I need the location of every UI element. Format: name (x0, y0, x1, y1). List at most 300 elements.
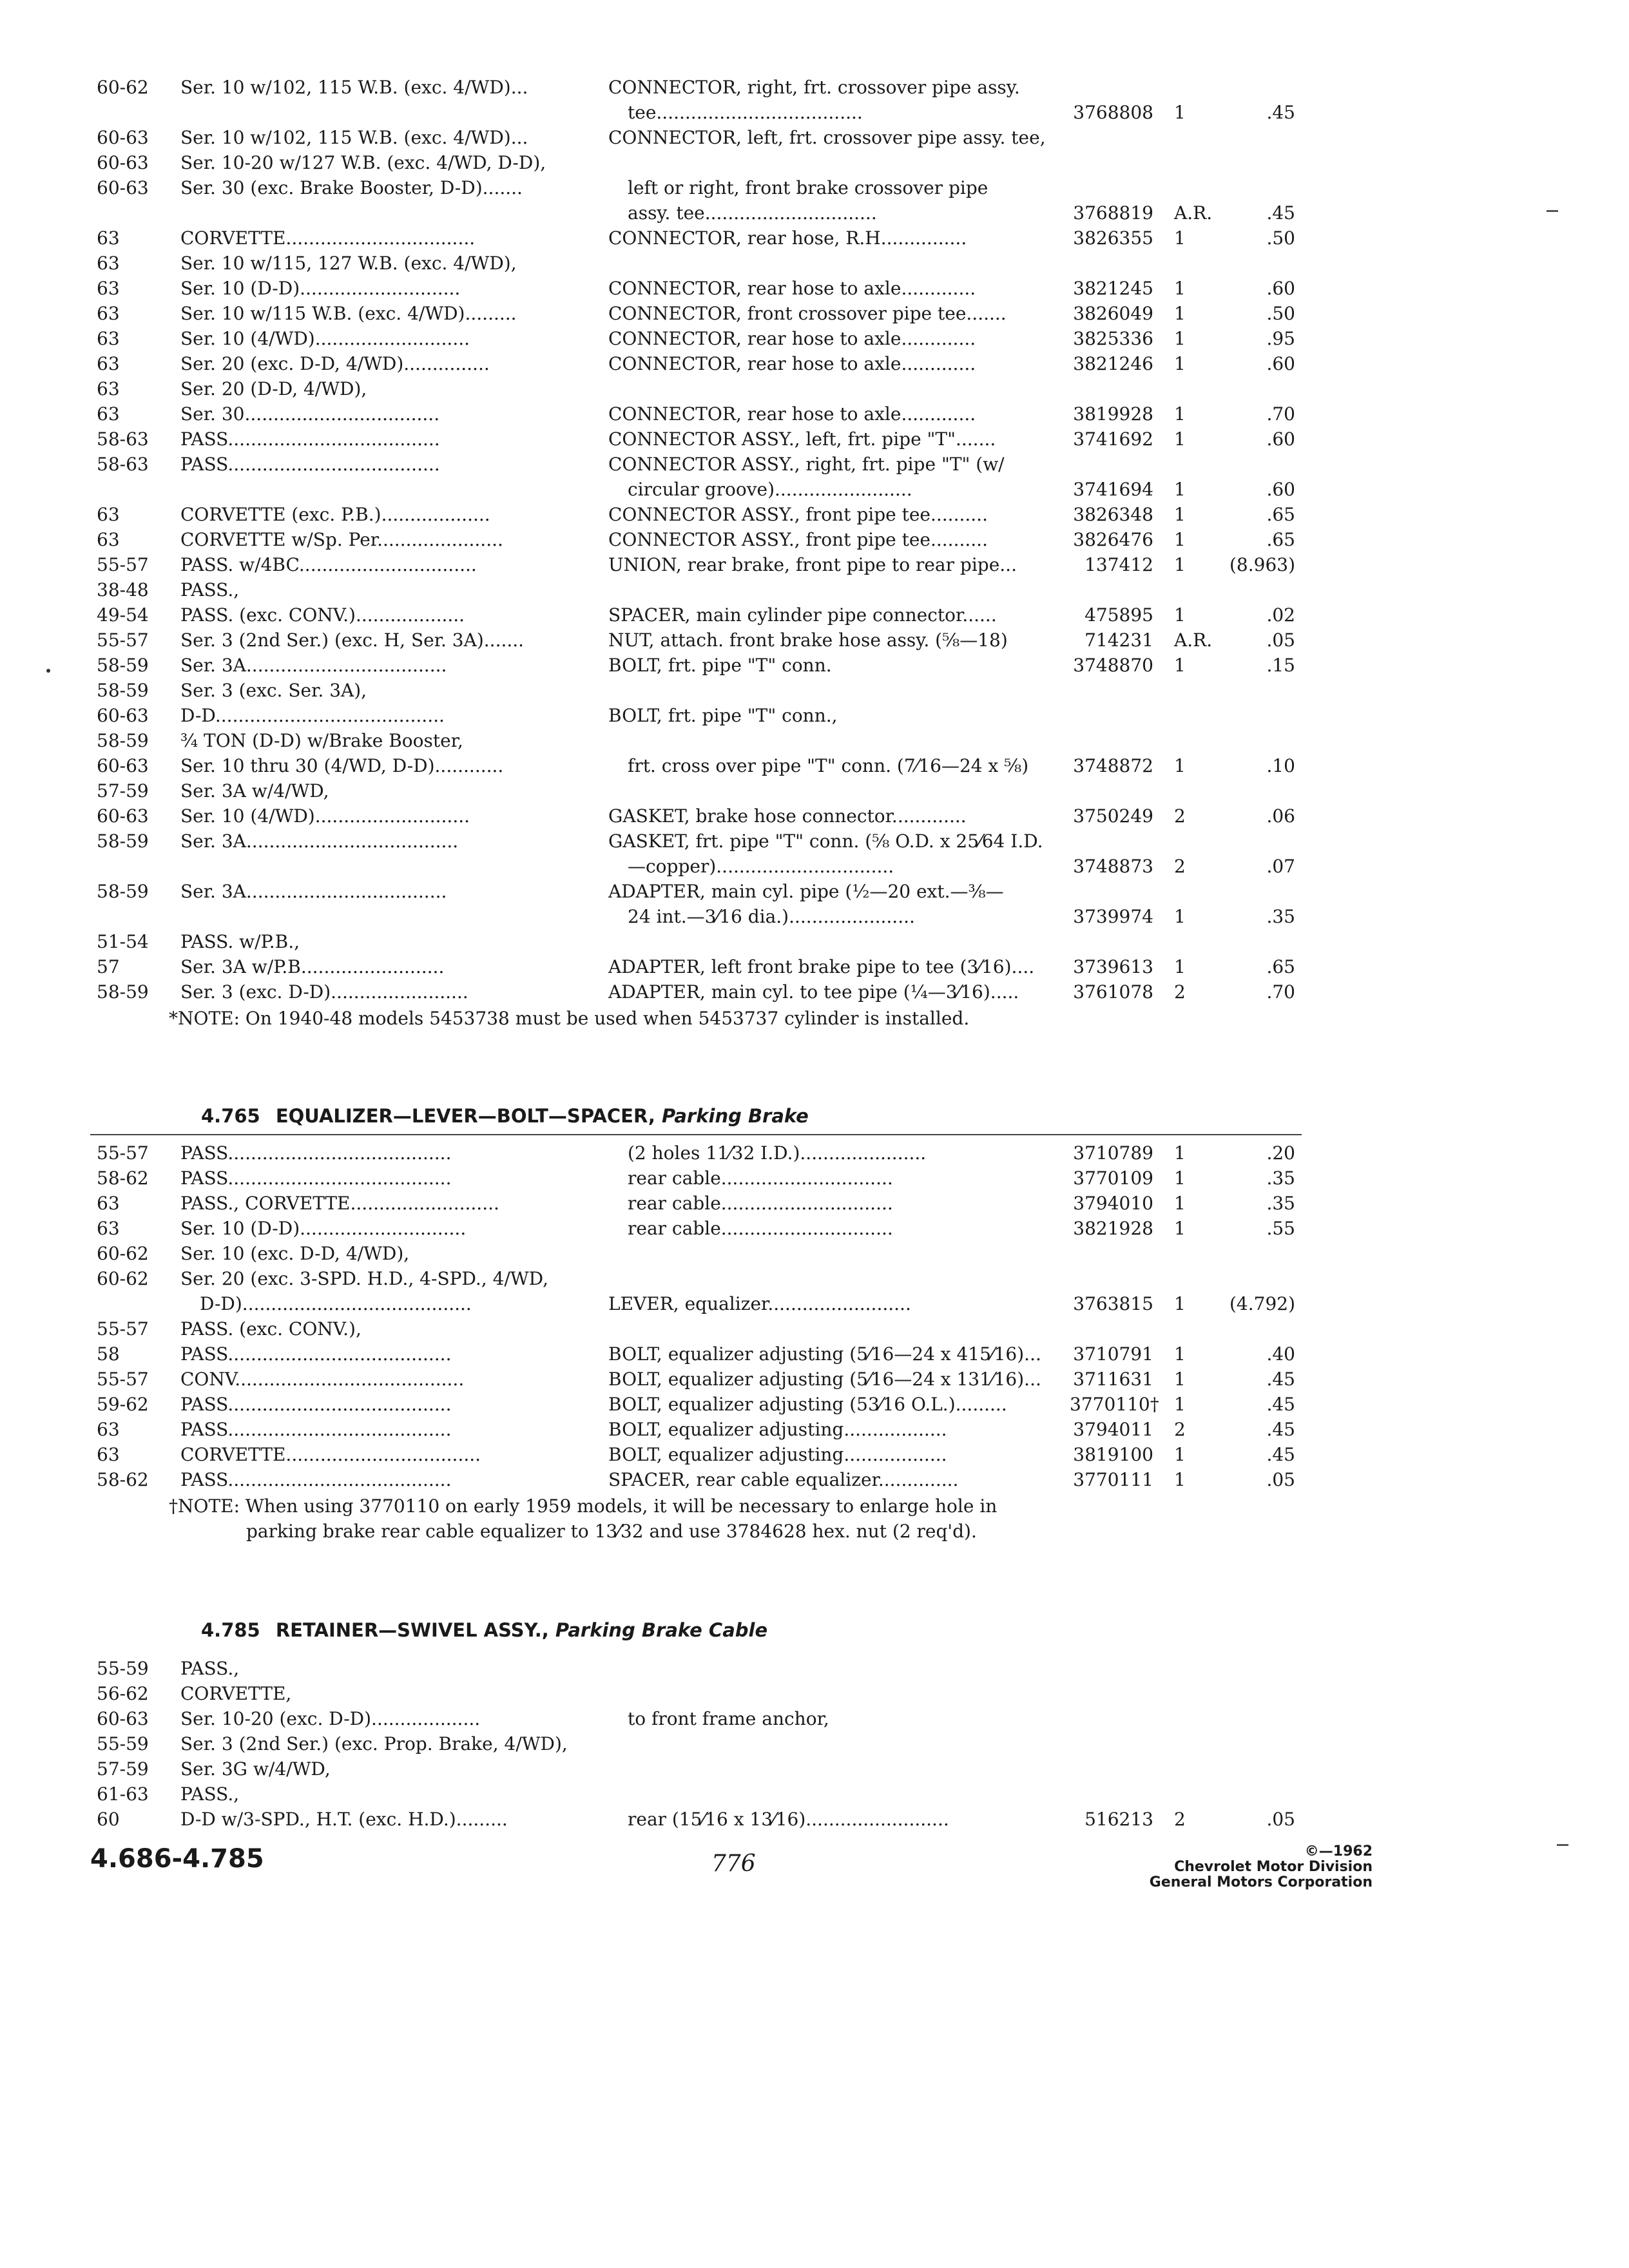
quantity-cell: 1 (1174, 479, 1186, 500)
application-cell: Ser. 3G w/4/WD, (180, 1758, 331, 1780)
quantity-cell: 2 (1174, 1419, 1186, 1440)
application-cell: PASS., (180, 1658, 240, 1679)
part-description-cell: 24 int.—3⁄16 dia.)...................... (628, 906, 915, 927)
price-cell: .45 (1266, 1444, 1295, 1465)
table-row (0, 879, 1629, 905)
price-cell: .05 (1266, 629, 1295, 651)
table-row (0, 1467, 1629, 1493)
application-cell: PASS. w/4BC............................... (180, 554, 477, 575)
application-cell: CORVETTE.................................. (180, 1444, 481, 1465)
part-description-cell: circular groove)........................ (628, 479, 912, 500)
year-cell: 60-62 (97, 77, 149, 98)
table-row (0, 200, 1629, 226)
quantity-cell: 1 (1174, 278, 1186, 299)
table-row (0, 979, 1629, 1005)
year-cell: 60-63 (97, 127, 149, 148)
table-row (0, 954, 1629, 980)
price-cell: .05 (1266, 1809, 1295, 1830)
table-row (0, 226, 1629, 251)
copyright-block (1121, 1844, 1373, 1890)
year-cell: 58-59 (97, 981, 149, 1003)
section-number: 4.765 (201, 1105, 260, 1127)
application-cell: PASS. (exc. CONV.), (180, 1318, 361, 1340)
year-cell: 60-63 (97, 705, 149, 726)
part-number-cell: 3819100 (1073, 1444, 1153, 1465)
price-cell: .65 (1266, 956, 1295, 977)
part-description-cell: left or right, front brake crossover pipe (628, 177, 988, 198)
application-cell: PASS....................................... (180, 1419, 452, 1440)
price-cell: .50 (1266, 303, 1295, 324)
application-cell: PASS., CORVETTE.......................... (180, 1193, 499, 1214)
price-cell: .70 (1266, 403, 1295, 425)
scan-dot (46, 669, 50, 673)
year-cell: 63 (97, 353, 120, 374)
application-cell: Ser. 3A w/P.B......................... (180, 956, 445, 977)
table-row (0, 1392, 1629, 1418)
footnote-cylinder: *NOTE: On 1940-48 models 5453738 must be used when 5453737 cylinder is installed. (169, 1008, 970, 1029)
part-number-cell: 714231 (1084, 629, 1153, 651)
application-cell: Ser. 3A................................... (180, 881, 447, 902)
section-number: 4.785 (201, 1619, 260, 1641)
year-cell: 63 (97, 403, 120, 425)
quantity-cell: 1 (1174, 529, 1186, 550)
application-cell: PASS....................................... (180, 1394, 452, 1415)
part-description-cell: BOLT, equalizer adjusting.................. (608, 1419, 947, 1440)
table-row (0, 1241, 1629, 1267)
application-cell: PASS., (180, 1783, 240, 1805)
application-cell: Ser. 10 thru 30 (4/WD, D-D)............ (180, 755, 504, 776)
price-cell: .95 (1266, 328, 1295, 349)
part-description-cell: UNION, rear brake, front pipe to rear pipe... (608, 554, 1017, 575)
application-cell: PASS....................................... (180, 1168, 452, 1189)
price-cell: (4.792) (1229, 1293, 1295, 1314)
table-row (0, 1316, 1629, 1342)
year-cell: 63 (97, 1218, 120, 1239)
year-cell: 60-62 (97, 1268, 149, 1289)
table-row (0, 1266, 1629, 1292)
quantity-cell: 1 (1174, 1168, 1186, 1189)
year-cell: 58-63 (97, 454, 149, 475)
table-row (0, 577, 1629, 603)
part-description-cell: CONNECTOR, rear hose to axle............. (608, 403, 976, 425)
footnote-equalizer-line2: parking brake rear cable equalizer to 13⁄32 and use 3784628 hex. nut (2 req'd). (246, 1521, 977, 1542)
table-row (0, 477, 1629, 503)
part-description-cell: CONNECTOR ASSY., front pipe tee.......... (608, 529, 988, 550)
table-row (0, 125, 1629, 151)
application-cell: PASS....................................... (180, 1142, 452, 1164)
year-cell: 63 (97, 1419, 120, 1440)
year-cell: 63 (97, 303, 120, 324)
application-cell: Ser. 3 (exc. Ser. 3A), (180, 680, 367, 701)
part-number-cell: 3825336 (1073, 328, 1153, 349)
application-cell: Ser. 10 (4/WD)........................... (180, 805, 470, 827)
application-cell: Ser. 30 (exc. Brake Booster, D-D)....... (180, 177, 523, 198)
application-cell: PASS..................................... (180, 454, 440, 475)
application-cell: ¾ TON (D-D) w/Brake Booster, (180, 730, 463, 751)
part-number-cell: 3748873 (1073, 856, 1153, 877)
application-cell: Ser. 3 (2nd Ser.) (exc. H, Ser. 3A)....... (180, 629, 525, 651)
year-cell: 51-54 (97, 931, 149, 952)
quantity-cell: 1 (1174, 1142, 1186, 1164)
quantity-cell: 1 (1174, 428, 1186, 450)
table-row (0, 1756, 1629, 1782)
table-row (0, 427, 1629, 452)
copyright-year: ©—1962 (1304, 1843, 1373, 1860)
scan-mark (1557, 1844, 1568, 1846)
year-cell: 55-57 (97, 1318, 149, 1340)
part-number-cell: 3748872 (1073, 755, 1153, 776)
table-row (0, 326, 1629, 352)
quantity-cell: 1 (1174, 1444, 1186, 1465)
application-cell: PASS. w/P.B., (180, 931, 300, 952)
application-cell: PASS. (exc. CONV.)................... (180, 604, 465, 626)
part-number-cell: 3821245 (1073, 278, 1153, 299)
part-description-cell: (2 holes 11⁄32 I.D.)...................... (628, 1142, 927, 1164)
application-cell: Ser. 3A................................... (180, 655, 447, 676)
part-description-cell: GASKET, brake hose connector............. (608, 805, 967, 827)
part-number-cell: 3741692 (1073, 428, 1153, 450)
price-cell: .60 (1266, 479, 1295, 500)
price-cell: .55 (1266, 1218, 1295, 1239)
part-number-cell: 3750249 (1073, 805, 1153, 827)
section-range: 4.686-4.785 (90, 1844, 264, 1874)
year-cell: 60-63 (97, 177, 149, 198)
table-row (0, 251, 1629, 276)
table-row (0, 1216, 1629, 1242)
price-cell: .50 (1266, 227, 1295, 249)
application-cell: Ser. 10 (D-D)............................ (180, 278, 461, 299)
price-cell: .45 (1266, 1419, 1295, 1440)
part-number-cell: 3741694 (1073, 479, 1153, 500)
part-description-cell: BOLT, equalizer adjusting.................. (608, 1444, 947, 1465)
table-row (0, 75, 1629, 101)
year-cell: 60-63 (97, 805, 149, 827)
table-row (0, 1656, 1629, 1682)
application-cell: Ser. 30.................................. (180, 403, 440, 425)
quantity-cell: 1 (1174, 504, 1186, 525)
part-description-cell: rear (15⁄16 x 13⁄16)......................... (628, 1809, 949, 1830)
year-cell: 60-63 (97, 152, 149, 173)
part-number-cell: 3770110† (1070, 1394, 1159, 1415)
part-description-cell: ADAPTER, left front brake pipe to tee (3⁄16).... (608, 956, 1035, 977)
price-cell: .65 (1266, 504, 1295, 525)
table-row (0, 1681, 1629, 1707)
year-cell: 55-59 (97, 1658, 149, 1679)
year-cell: 56-62 (97, 1683, 149, 1704)
application-cell: D-D........................................ (180, 705, 445, 726)
part-description-cell: LEVER, equalizer......................... (608, 1293, 911, 1314)
price-cell: .60 (1266, 278, 1295, 299)
quantity-cell: 2 (1174, 856, 1186, 877)
part-description-cell: frt. cross over pipe "T" conn. (7⁄16—24 x ⅝) (628, 755, 1029, 776)
quantity-cell: 1 (1174, 604, 1186, 626)
table-row (0, 854, 1629, 879)
year-cell: 55-57 (97, 629, 149, 651)
part-description-cell: BOLT, equalizer adjusting (5⁄16—24 x 131⁄16)... (608, 1369, 1041, 1390)
part-number-cell: 516213 (1084, 1809, 1153, 1830)
application-cell: CORVETTE (exc. P.B.)................... (180, 504, 490, 525)
part-description-cell: CONNECTOR, rear hose, R.H............... (608, 227, 967, 249)
table-row (0, 628, 1629, 653)
page-number: 776 (711, 1850, 756, 1877)
part-description-cell: rear cable.............................. (628, 1218, 893, 1239)
part-number-cell: 3763815 (1073, 1293, 1153, 1314)
section-subtitle: Parking Brake (661, 1105, 809, 1127)
year-cell: 60-62 (97, 1243, 149, 1264)
part-number-cell: 3710789 (1073, 1142, 1153, 1164)
quantity-cell: A.R. (1174, 629, 1213, 651)
price-cell: .02 (1266, 604, 1295, 626)
part-number-cell: 3826476 (1073, 529, 1153, 550)
part-number-cell: 475895 (1084, 604, 1153, 626)
part-number-cell: 3826348 (1073, 504, 1153, 525)
table-row (0, 803, 1629, 829)
part-number-cell: 3794011 (1073, 1419, 1153, 1440)
price-cell: .06 (1266, 805, 1295, 827)
year-cell: 55-59 (97, 1733, 149, 1754)
application-cell: CORVETTE w/Sp. Per...................... (180, 529, 503, 550)
year-cell: 58-59 (97, 680, 149, 701)
application-cell: CONV........................................ (180, 1369, 465, 1390)
year-cell: 58-59 (97, 831, 149, 852)
quantity-cell: A.R. (1174, 202, 1213, 224)
year-cell: 55-57 (97, 554, 149, 575)
application-cell: Ser. 3A..................................... (180, 831, 459, 852)
part-number-cell: 3770111 (1073, 1469, 1153, 1490)
application-cell: Ser. 10 w/115 W.B. (exc. 4/WD)......... (180, 303, 517, 324)
application-cell: Ser. 10 w/102, 115 W.B. (exc. 4/WD)... (180, 127, 528, 148)
part-description-cell: to front frame anchor, (628, 1708, 829, 1729)
application-cell: Ser. 3 (exc. D-D)........................ (180, 981, 468, 1003)
table-row (0, 1442, 1629, 1468)
part-number-cell: 3826049 (1073, 303, 1153, 324)
year-cell: 60 (97, 1809, 120, 1830)
price-cell: .05 (1266, 1469, 1295, 1490)
table-row (0, 1291, 1629, 1317)
part-description-cell: CONNECTOR, right, frt. crossover pipe assy. (608, 77, 1020, 98)
price-cell: .35 (1266, 1168, 1295, 1189)
quantity-cell: 1 (1174, 956, 1186, 977)
table-row (0, 100, 1629, 126)
application-cell: PASS....................................... (180, 1343, 452, 1365)
part-description-cell: CONNECTOR ASSY., front pipe tee.......... (608, 504, 988, 525)
application-cell: PASS....................................... (180, 1469, 452, 1490)
part-description-cell: CONNECTOR, rear hose to axle............. (608, 278, 976, 299)
year-cell: 55-57 (97, 1369, 149, 1390)
application-cell: Ser. 20 (D-D, 4/WD), (180, 378, 367, 399)
table-row (0, 678, 1629, 704)
table-row (0, 1341, 1629, 1367)
part-number-cell: 3739613 (1073, 956, 1153, 977)
part-description-cell: CONNECTOR, rear hose to axle............. (608, 353, 976, 374)
application-cell: D-D)........................................ (200, 1293, 472, 1314)
year-cell: 63 (97, 1444, 120, 1465)
year-cell: 63 (97, 328, 120, 349)
quantity-cell: 1 (1174, 303, 1186, 324)
table-row (0, 502, 1629, 528)
year-cell: 63 (97, 378, 120, 399)
part-description-cell: rear cable.............................. (628, 1168, 893, 1189)
table-row (0, 1807, 1629, 1832)
price-cell: .07 (1266, 856, 1295, 877)
table-row (0, 351, 1629, 377)
year-cell: 60-63 (97, 1708, 149, 1729)
footnote-equalizer-line1: †NOTE: When using 3770110 on early 1959 models, it will be necessary to enlarge hole in (169, 1495, 998, 1517)
quantity-cell: 1 (1174, 1343, 1186, 1365)
price-cell: .10 (1266, 755, 1295, 776)
quantity-cell: 1 (1174, 328, 1186, 349)
quantity-cell: 2 (1174, 1809, 1186, 1830)
part-number-cell: 3710791 (1073, 1343, 1153, 1365)
section-heading-equalizer (201, 1103, 809, 1129)
part-description-cell: BOLT, frt. pipe "T" conn., (608, 705, 838, 726)
part-description-cell: GASKET, frt. pipe "T" conn. (⅝ O.D. x 25⁄64 I.D. (608, 831, 1043, 852)
table-row (0, 276, 1629, 302)
part-description-cell: rear cable.............................. (628, 1193, 893, 1214)
price-cell: .45 (1266, 102, 1295, 123)
part-number-cell: 3821246 (1073, 353, 1153, 374)
part-number-cell: 3761078 (1073, 981, 1153, 1003)
part-description-cell: ADAPTER, main cyl. pipe (½—20 ext.—⅜— (608, 881, 1004, 902)
quantity-cell: 1 (1174, 1193, 1186, 1214)
table-row (0, 1417, 1629, 1443)
price-cell: (8.963) (1229, 554, 1295, 575)
part-description-cell: —copper)............................... (628, 856, 894, 877)
section-rule (90, 1134, 1302, 1135)
year-cell: 61-63 (97, 1783, 149, 1805)
application-cell: D-D w/3-SPD., H.T. (exc. H.D.)......... (180, 1809, 508, 1830)
quantity-cell: 1 (1174, 1394, 1186, 1415)
year-cell: 60-63 (97, 755, 149, 776)
section-subtitle: Parking Brake Cable (555, 1619, 768, 1641)
application-cell: Ser. 10-20 (exc. D-D)................... (180, 1708, 481, 1729)
quantity-cell: 2 (1174, 981, 1186, 1003)
year-cell: 58-59 (97, 730, 149, 751)
table-row (0, 376, 1629, 402)
application-cell: CORVETTE, (180, 1683, 292, 1704)
part-description-cell: BOLT, equalizer adjusting (53⁄16 O.L.)......... (608, 1394, 1007, 1415)
table-row (0, 401, 1629, 427)
year-cell: 55-57 (97, 1142, 149, 1164)
section-title: EQUALIZER—LEVER—BOLT—SPACER, (275, 1105, 655, 1127)
part-description-cell: CONNECTOR ASSY., right, frt. pipe "T" (w/ (608, 454, 1005, 475)
part-number-cell: 3770109 (1073, 1168, 1153, 1189)
part-description-cell: SPACER, main cylinder pipe connector...... (608, 604, 997, 626)
part-number-cell: 3748870 (1073, 655, 1153, 676)
section-heading-retainer (201, 1617, 767, 1643)
year-cell: 63 (97, 253, 120, 274)
application-cell: PASS., (180, 579, 240, 601)
table-row (0, 452, 1629, 477)
part-description-cell: tee.................................... (628, 102, 863, 123)
table-row (0, 150, 1629, 176)
quantity-cell: 1 (1174, 1469, 1186, 1490)
table-row (0, 703, 1629, 729)
table-row (0, 1367, 1629, 1392)
table-row (0, 527, 1629, 553)
quantity-cell: 1 (1174, 227, 1186, 249)
quantity-cell: 1 (1174, 554, 1186, 575)
application-cell: Ser. 10 (exc. D-D, 4/WD), (180, 1243, 410, 1264)
table-row (0, 301, 1629, 327)
quantity-cell: 1 (1174, 655, 1186, 676)
application-cell: Ser. 10-20 w/127 W.B. (exc. 4/WD, D-D), (180, 152, 546, 173)
quantity-cell: 1 (1174, 403, 1186, 425)
year-cell: 63 (97, 1193, 120, 1214)
year-cell: 58-62 (97, 1469, 149, 1490)
part-number-cell: 3826355 (1073, 227, 1153, 249)
year-cell: 49-54 (97, 604, 149, 626)
table-row (0, 728, 1629, 754)
application-cell: Ser. 10 w/102, 115 W.B. (exc. 4/WD)... (180, 77, 528, 98)
price-cell: .65 (1266, 529, 1295, 550)
part-description-cell: BOLT, equalizer adjusting (5⁄16—24 x 415⁄16)... (608, 1343, 1041, 1365)
quantity-cell: 1 (1174, 906, 1186, 927)
table-row (0, 929, 1629, 955)
part-number-cell: 3768819 (1073, 202, 1153, 224)
quantity-cell: 1 (1174, 1218, 1186, 1239)
quantity-cell: 1 (1174, 1369, 1186, 1390)
table-row (0, 1191, 1629, 1216)
part-number-cell: 3768808 (1073, 102, 1153, 123)
part-description-cell: assy. tee.............................. (628, 202, 877, 224)
year-cell: 58-62 (97, 1168, 149, 1189)
year-cell: 58-59 (97, 655, 149, 676)
table-row (0, 1166, 1629, 1191)
application-cell: Ser. 3A w/4/WD, (180, 780, 329, 802)
application-cell: Ser. 3 (2nd Ser.) (exc. Prop. Brake, 4/WD), (180, 1733, 568, 1754)
year-cell: 58 (97, 1343, 120, 1365)
price-cell: .35 (1266, 906, 1295, 927)
application-cell: Ser. 20 (exc. 3-SPD. H.D., 4-SPD., 4/WD, (180, 1268, 549, 1289)
table-row (0, 778, 1629, 804)
price-cell: .70 (1266, 981, 1295, 1003)
application-cell: Ser. 10 w/115, 127 W.B. (exc. 4/WD), (180, 253, 517, 274)
table-row (0, 1731, 1629, 1757)
table-row (0, 753, 1629, 779)
price-cell: .45 (1266, 1369, 1295, 1390)
year-cell: 57-59 (97, 780, 149, 802)
part-description-cell: NUT, attach. front brake hose assy. (⅝—18) (608, 629, 1008, 651)
part-description-cell: CONNECTOR, rear hose to axle............. (608, 328, 976, 349)
application-cell: Ser. 10 (4/WD)........................... (180, 328, 470, 349)
year-cell: 63 (97, 504, 120, 525)
price-cell: .15 (1266, 655, 1295, 676)
table-row (0, 829, 1629, 854)
corporation-name: General Motors Corporation (1149, 1874, 1373, 1890)
price-cell: .45 (1266, 1394, 1295, 1415)
part-number-cell: 137412 (1084, 554, 1153, 575)
part-number-cell: 3821928 (1073, 1218, 1153, 1239)
year-cell: 63 (97, 529, 120, 550)
application-cell: Ser. 20 (exc. D-D, 4/WD)............... (180, 353, 490, 374)
part-description-cell: CONNECTOR, left, frt. crossover pipe assy. tee, (608, 127, 1046, 148)
year-cell: 63 (97, 227, 120, 249)
table-row (0, 1706, 1629, 1732)
year-cell: 63 (97, 278, 120, 299)
part-description-cell: SPACER, rear cable equalizer.............. (608, 1469, 959, 1490)
application-cell: CORVETTE................................. (180, 227, 476, 249)
table-row (0, 552, 1629, 578)
application-cell: PASS..................................... (180, 428, 440, 450)
quantity-cell: 1 (1174, 102, 1186, 123)
price-cell: .60 (1266, 353, 1295, 374)
part-number-cell: 3739974 (1073, 906, 1153, 927)
year-cell: 38-48 (97, 579, 149, 601)
price-cell: .20 (1266, 1142, 1295, 1164)
year-cell: 58-59 (97, 881, 149, 902)
part-number-cell: 3711631 (1073, 1369, 1153, 1390)
